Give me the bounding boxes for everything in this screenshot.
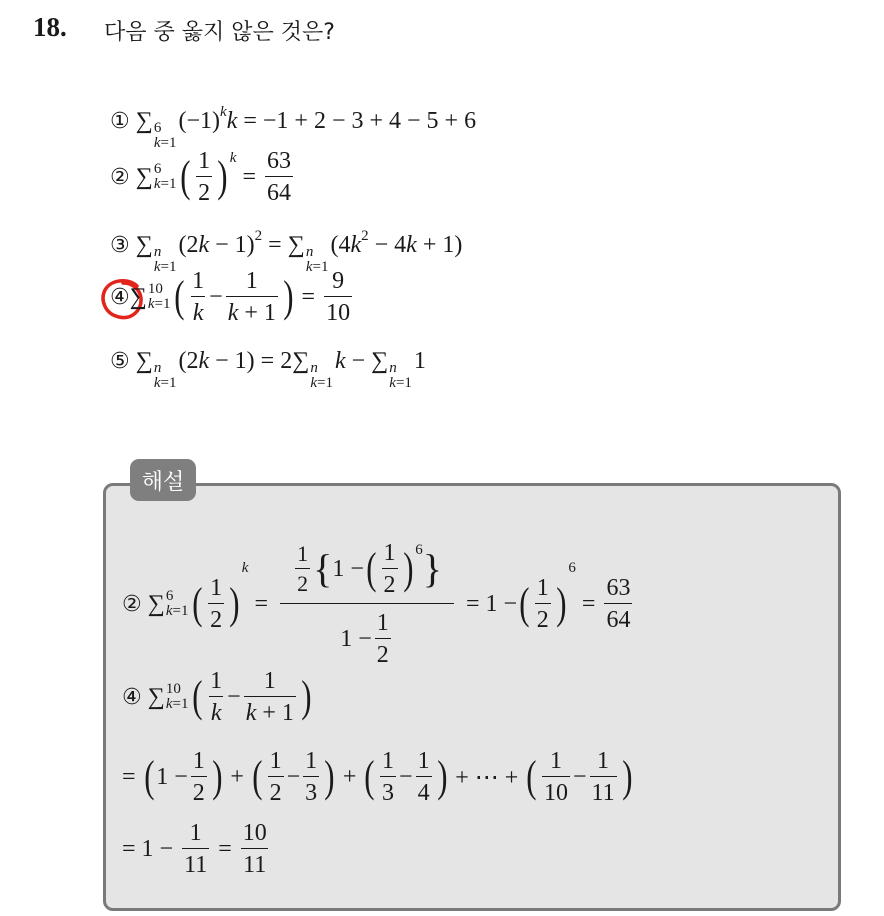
choice-5[interactable]: ⑤ ∑ n k=1 (2k − 1) = 2∑ n k=1 k − ∑ n k=1 1 [110,348,426,391]
choice-5-label: ⑤ [110,349,130,374]
choice-4[interactable]: ④ ∑ 10 k=1 ( $\frac{1}{k}$ − $\frac{1}{k + 1}$ ) = $\frac{9}{10}$ [110,268,351,327]
choice-4-label: ④ [110,284,130,310]
question-number: 18. [33,12,67,42]
choice-2-rhs-denominator: 64 [265,176,293,206]
choice-1[interactable]: ① ∑ 6 k=1 $(-1)^kk = -1 + 2 - 3 + 4 - 5 + 6$ [110,104,477,151]
choice-1-lhs: (−1) [178,108,221,134]
solution-result-numerator: 10 [242,820,267,846]
solution-line-1-label: ② [122,591,142,617]
solution-line-2: ④ ∑ 10 k=1 ( $\frac{1}{k}$ − $\frac{1}{k + 1}$ ) [122,668,312,727]
choice-1-rhs: = −1 + 2 − 3 + 4 − 5 + 6 [243,108,477,134]
choice-4-rhs-denominator: 10 [324,296,352,326]
solution-line-1-rhs-numerator: 63 [606,574,631,601]
solution-line-1: ② ∑ 6 k=1 ( $\frac{1}{2}$ ) k = $\frac{1}{2}$ { 1 − ( $\frac{1}{2}$ ) 6 } 1 − $\frac{1}{2}$ = 1 − ( $\frac{1}{2}$ ) 6 = $\frac{63}{64}$ [122,540,631,669]
question-text: 다음 중 옳지 않은 것은? [104,20,335,45]
choice-4-rhs-numerator: 9 [332,268,345,294]
solution-line-4: = 1 − $\frac{1}{11}$ = $\frac{10}{11}$ [122,820,267,879]
choice-1-label: ① [110,109,130,134]
choice-3-label: ③ [110,233,130,258]
solution-tag: 해설 [130,459,196,501]
choice-3[interactable]: ③ ∑ n k=1 $(2k - 1)^2$ = ∑ n k=1 $(4k^2 - 4k + 1)$ [110,228,463,275]
solution-line-2-label: ④ [122,684,142,710]
solution-line-1-rhs-denominator: 64 [604,603,632,633]
choice-2[interactable]: ② ∑ 6 k=1 ( $\frac{1}{2}$ ) k = $\frac{63}{64}$ [110,148,292,207]
solution-result-denominator: 11 [241,848,268,878]
solution-line-3: = ( 1 − $\frac{1}{2}$ ) + ( $\frac{1}{2}$ − $\frac{1}{3}$ ) + ( $\frac{1}{3}$ − $\frac{1}{4}$ ) + ⋯ + ( $\frac{1}{10}$ − $\frac{1}{11}$ ) [122,748,633,807]
choice-2-label: ② [110,164,130,190]
choice-2-rhs-numerator: 63 [267,148,292,174]
